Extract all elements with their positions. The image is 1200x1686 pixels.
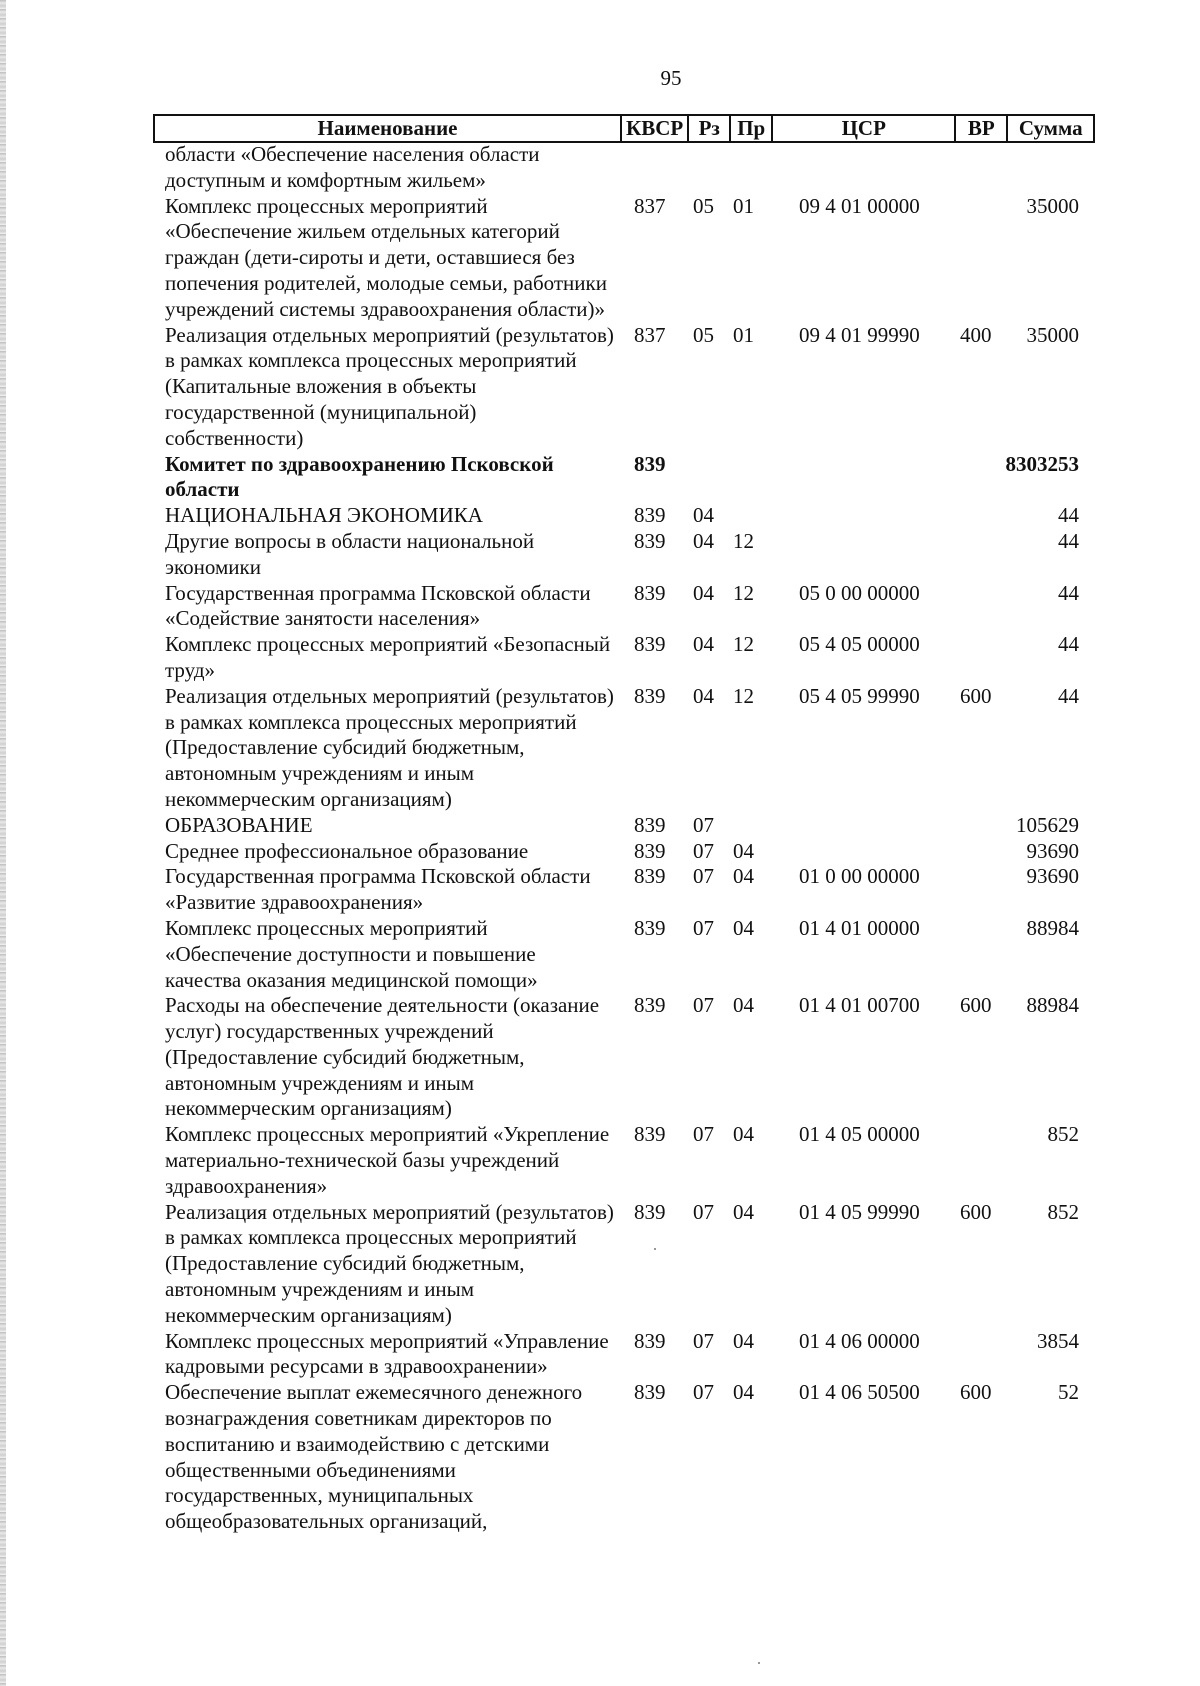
scan-speck bbox=[758, 1662, 760, 1664]
table-row bbox=[153, 194, 1091, 323]
cell-csr: 01 4 01 00700 bbox=[799, 993, 920, 1018]
cell-sum: 44 bbox=[1058, 503, 1079, 528]
cell-sum: 35000 bbox=[1026, 322, 1079, 347]
cell-name: Реализация отдельных мероприятий (результатов) в рамках комплекса процессных мероприятий (Капитальные вложения в объекты государственной (муниципальной) собственности) bbox=[165, 322, 614, 450]
cell-name: Комплекс процессных мероприятий «Укрепление материально-технической базы учреждений здравоохранения» bbox=[165, 1122, 610, 1198]
cell-csr: 05 0 00 00000 bbox=[799, 580, 920, 605]
cell-vr bbox=[952, 581, 1004, 633]
cell-vr bbox=[952, 632, 1004, 684]
cell-sum: 852 bbox=[1047, 1122, 1079, 1147]
cell-sum: 35000 bbox=[1026, 193, 1079, 218]
cell-pr: 04 bbox=[733, 1199, 754, 1224]
cell-rz: 07 bbox=[693, 1380, 714, 1405]
cell-vr: 600 bbox=[960, 683, 992, 708]
cell-kvsr bbox=[620, 142, 685, 194]
cell-name: Комплекс процессных мероприятий «Обеспечение жильем отдельных категорий граждан (дети-сироты и дети, оставшиеся без попечения родителей, молодые семьи, работники учреждений системы здравоохранения области)» bbox=[165, 193, 607, 321]
cell-csr: 01 4 06 00000 bbox=[799, 1328, 920, 1353]
table-row bbox=[153, 323, 1091, 452]
cell-vr: 400 bbox=[960, 322, 992, 347]
cell-rz bbox=[685, 142, 727, 194]
cell-csr: 09 4 01 00000 bbox=[799, 193, 920, 218]
column-header-vr: ВР bbox=[955, 115, 1007, 142]
cell-kvsr: 839 bbox=[634, 528, 666, 553]
cell-kvsr: 839 bbox=[634, 1328, 666, 1353]
cell-sum: 93690 bbox=[1026, 864, 1079, 889]
page-number: 95 bbox=[660, 66, 682, 90]
table-row bbox=[153, 503, 1091, 529]
cell-name: Государственная программа Псковской области «Содействие занятости населения» bbox=[165, 580, 591, 631]
cell-rz: 04 bbox=[693, 632, 714, 657]
table-row bbox=[153, 1329, 1091, 1381]
cell-pr: 04 bbox=[733, 1328, 754, 1353]
cell-csr bbox=[769, 142, 952, 194]
cell-rz: 04 bbox=[693, 683, 714, 708]
table-body bbox=[153, 142, 1091, 1535]
cell-csr: 01 4 05 99990 bbox=[799, 1199, 920, 1224]
cell-pr bbox=[727, 813, 769, 839]
cell-pr: 04 bbox=[733, 993, 754, 1018]
cell-name: Государственная программа Псковской области «Развитие здравоохранения» bbox=[165, 864, 591, 915]
cell-name: Реализация отдельных мероприятий (результатов) в рамках комплекса процессных мероприятий (Предоставление субсидий бюджетным, автономным учреждениям и иным некоммерческим организациям) bbox=[165, 683, 614, 811]
cell-rz: 07 bbox=[693, 1122, 714, 1147]
cell-rz: 07 bbox=[693, 993, 714, 1018]
cell-rz: 07 bbox=[693, 1328, 714, 1353]
table-row bbox=[153, 529, 1091, 581]
cell-vr bbox=[952, 1329, 1004, 1381]
cell-pr: 12 bbox=[733, 632, 754, 657]
cell-vr bbox=[952, 529, 1004, 581]
cell-pr bbox=[727, 503, 769, 529]
cell-rz: 07 bbox=[693, 838, 714, 863]
cell-name: Расходы на обеспечение деятельности (оказание услуг) государственных учреждений (Предоставление субсидий бюджетным, автономным учреждениям и иным некоммерческим организациям) bbox=[165, 993, 600, 1121]
cell-name: Комплекс процессных мероприятий «Безопасный труд» bbox=[165, 632, 611, 682]
cell-kvsr: 839 bbox=[634, 915, 666, 940]
cell-rz: 05 bbox=[693, 193, 714, 218]
cell-csr: 01 4 05 00000 bbox=[799, 1122, 920, 1147]
table-row bbox=[153, 1380, 1091, 1535]
cell-pr: 01 bbox=[733, 193, 754, 218]
table-row bbox=[153, 1200, 1091, 1329]
cell-name: Обеспечение выплат ежемесячного денежного вознаграждения советникам директоров по воспитанию и взаимодействию с детскими общественными объединениями государственных, муниципальных общеобразовательных организаций, bbox=[165, 1380, 583, 1534]
cell-pr bbox=[727, 142, 769, 194]
cell-csr: 05 4 05 99990 bbox=[799, 683, 920, 708]
cell-sum: 852 bbox=[1047, 1199, 1079, 1224]
cell-csr: 01 4 01 00000 bbox=[799, 915, 920, 940]
cell-kvsr: 839 bbox=[634, 632, 666, 657]
cell-rz: 07 bbox=[693, 864, 714, 889]
column-header-sum: Сумма bbox=[1007, 115, 1094, 142]
cell-pr: 12 bbox=[733, 683, 754, 708]
cell-pr: 04 bbox=[733, 838, 754, 863]
cell-sum: 8303253 bbox=[1005, 451, 1079, 476]
cell-sum: 88984 bbox=[1026, 993, 1079, 1018]
cell-vr bbox=[952, 194, 1004, 323]
cell-pr: 12 bbox=[733, 528, 754, 553]
cell-rz: 04 bbox=[693, 528, 714, 553]
cell-pr bbox=[727, 452, 769, 504]
cell-sum: 3854 bbox=[1037, 1328, 1079, 1353]
budget-table bbox=[153, 142, 1091, 1535]
cell-rz: 04 bbox=[693, 580, 714, 605]
cell-kvsr: 839 bbox=[634, 1380, 666, 1405]
cell-kvsr: 837 bbox=[634, 193, 666, 218]
table-row bbox=[153, 993, 1091, 1122]
table-row bbox=[153, 916, 1091, 993]
cell-kvsr: 839 bbox=[634, 451, 666, 476]
cell-csr bbox=[769, 839, 952, 865]
table-header bbox=[153, 114, 1095, 143]
cell-name: Другие вопросы в области национальной экономики bbox=[165, 528, 535, 579]
cell-pr: 04 bbox=[733, 864, 754, 889]
cell-name: Реализация отдельных мероприятий (результатов) в рамках комплекса процессных мероприятий (Предоставление субсидий бюджетным, автономным учреждениям и иным некоммерческим организациям) bbox=[165, 1199, 614, 1327]
table-row bbox=[153, 839, 1091, 865]
column-header-csr: ЦСР bbox=[772, 115, 955, 142]
table-row bbox=[153, 142, 1091, 194]
cell-pr: 04 bbox=[733, 1122, 754, 1147]
cell-name: Комплекс процессных мероприятий «Управление кадровыми ресурсами в здравоохранении» bbox=[165, 1328, 609, 1379]
scan-speck bbox=[654, 1248, 656, 1250]
cell-rz bbox=[685, 452, 727, 504]
table-row bbox=[153, 581, 1091, 633]
table-row bbox=[153, 813, 1091, 839]
cell-kvsr: 839 bbox=[634, 580, 666, 605]
cell-rz: 05 bbox=[693, 322, 714, 347]
cell-csr bbox=[769, 452, 952, 504]
cell-vr: 600 bbox=[960, 1380, 992, 1405]
cell-name: области «Обеспечение населения области доступным и комфортным жильем» bbox=[165, 142, 540, 192]
cell-vr bbox=[952, 813, 1004, 839]
cell-csr: 01 0 00 00000 bbox=[799, 864, 920, 889]
cell-vr: 600 bbox=[960, 1199, 992, 1224]
cell-sum: 52 bbox=[1058, 1380, 1079, 1405]
cell-name: Комитет по здравоохранению Псковской области bbox=[165, 451, 554, 502]
cell-rz: 04 bbox=[693, 503, 714, 528]
cell-vr: 600 bbox=[960, 993, 992, 1018]
table-row bbox=[153, 1122, 1091, 1199]
column-header-name: Наименование bbox=[154, 115, 621, 142]
cell-rz: 07 bbox=[693, 812, 714, 837]
cell-kvsr: 839 bbox=[634, 503, 666, 528]
cell-rz: 07 bbox=[693, 915, 714, 940]
cell-kvsr: 839 bbox=[634, 1122, 666, 1147]
cell-sum: 44 bbox=[1058, 632, 1079, 657]
cell-sum: 93690 bbox=[1026, 838, 1079, 863]
cell-sum: 44 bbox=[1058, 683, 1079, 708]
cell-vr bbox=[952, 452, 1004, 504]
cell-kvsr: 839 bbox=[634, 1199, 666, 1224]
cell-kvsr: 839 bbox=[634, 838, 666, 863]
cell-vr bbox=[952, 503, 1004, 529]
cell-kvsr: 839 bbox=[634, 993, 666, 1018]
table-row bbox=[153, 452, 1091, 504]
column-header-pr: Пр bbox=[730, 115, 772, 142]
cell-csr bbox=[769, 503, 952, 529]
cell-vr bbox=[952, 1122, 1004, 1199]
cell-name: ОБРАЗОВАНИЕ bbox=[165, 812, 313, 837]
cell-name: НАЦИОНАЛЬНАЯ ЭКОНОМИКА bbox=[165, 503, 483, 528]
cell-pr: 12 bbox=[733, 580, 754, 605]
cell-sum: 44 bbox=[1058, 580, 1079, 605]
cell-csr: 01 4 06 50500 bbox=[799, 1380, 920, 1405]
cell-rz: 07 bbox=[693, 1199, 714, 1224]
scan-edge bbox=[0, 0, 6, 1686]
cell-csr bbox=[769, 813, 952, 839]
table-row bbox=[153, 684, 1091, 813]
cell-vr bbox=[952, 916, 1004, 993]
cell-vr bbox=[952, 839, 1004, 865]
cell-sum: 105629 bbox=[1016, 812, 1079, 837]
cell-sum: 88984 bbox=[1026, 915, 1079, 940]
cell-pr: 01 bbox=[733, 322, 754, 347]
cell-sum: 44 bbox=[1058, 528, 1079, 553]
cell-kvsr: 839 bbox=[634, 812, 666, 837]
cell-vr bbox=[952, 864, 1004, 916]
cell-kvsr: 839 bbox=[634, 864, 666, 889]
cell-csr bbox=[769, 529, 952, 581]
cell-sum bbox=[1004, 142, 1091, 194]
cell-name: Комплекс процессных мероприятий «Обеспечение доступности и повышение качества оказания медицинской помощи» bbox=[165, 915, 538, 992]
table-row bbox=[153, 864, 1091, 916]
cell-kvsr: 837 bbox=[634, 322, 666, 347]
cell-pr: 04 bbox=[733, 915, 754, 940]
cell-pr: 04 bbox=[733, 1380, 754, 1405]
cell-csr: 09 4 01 99990 bbox=[799, 322, 920, 347]
cell-csr: 05 4 05 00000 bbox=[799, 632, 920, 657]
column-header-kvsr: КВСР bbox=[621, 115, 688, 142]
cell-vr bbox=[952, 142, 1004, 194]
cell-name: Среднее профессиональное образование bbox=[165, 838, 529, 863]
cell-kvsr: 839 bbox=[634, 683, 666, 708]
table-row bbox=[153, 632, 1091, 684]
column-header-rz: Рз bbox=[688, 115, 730, 142]
